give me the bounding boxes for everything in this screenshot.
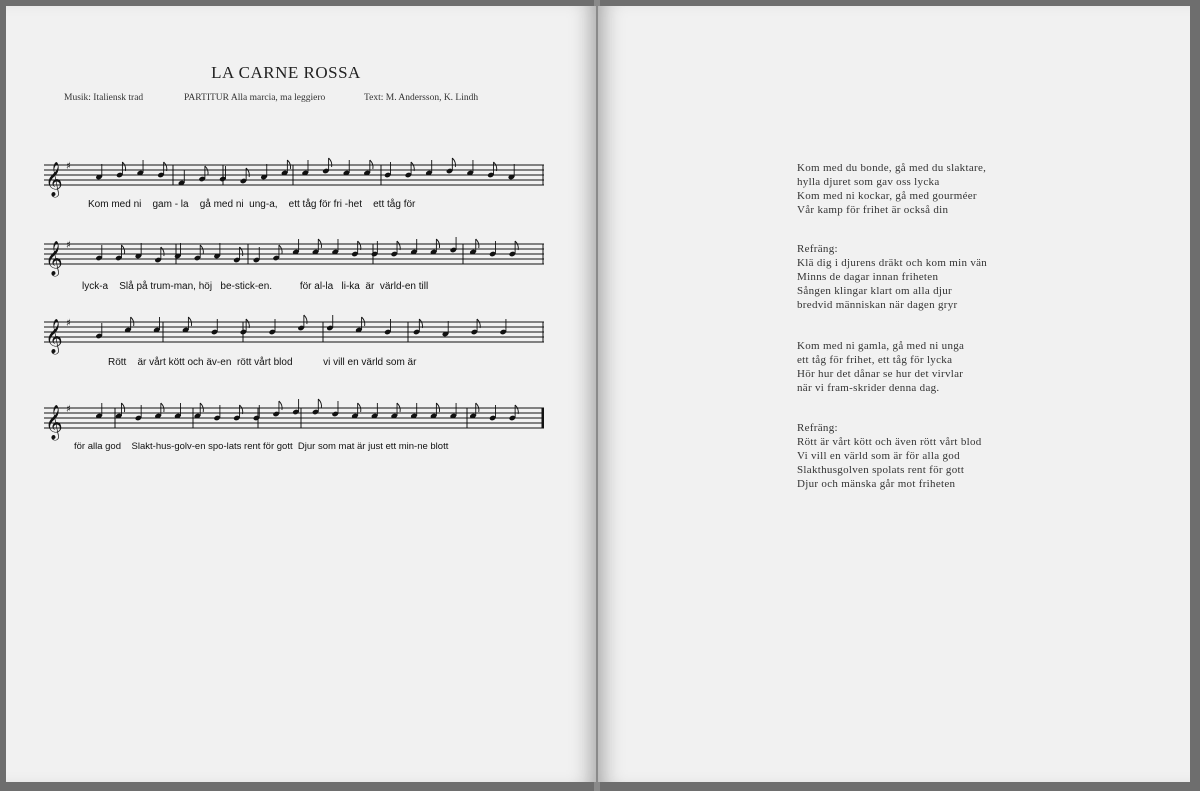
stanza-line: Slakthusgolven spolats rent för gott [797, 464, 965, 476]
note-flag [304, 315, 307, 324]
note-flag [131, 317, 134, 326]
note-flag [397, 403, 400, 412]
left-page [6, 6, 596, 782]
note-flag [161, 403, 164, 412]
note-flag [318, 399, 321, 408]
staff-notation-svg [44, 398, 544, 446]
note-flag [205, 166, 208, 175]
staff-4-lyrics: för alla god Slakt-hus-golv-en spo-lats rent för gott Djur som mat är just ett min-ne blott [74, 441, 449, 452]
staff-notation-svg [44, 155, 544, 203]
note-flag [436, 403, 439, 412]
stanza-2-refrain [797, 242, 987, 312]
stanza-line: hylla djuret som gav oss lycka [797, 176, 940, 188]
staff-1-lyrics: Kom med ni gam - la gå med ni ung-a, ett tåg för fri -het ett tåg för [88, 199, 416, 210]
stanza-line: ett tåg för frihet, ett tåg för lycka [797, 354, 953, 366]
stanza-line: Vi vill en värld som är för alla god [797, 450, 960, 462]
note-flag [362, 317, 365, 326]
note-flag [358, 403, 361, 412]
stanza-line: Minns de dagar innan friheten [797, 271, 939, 283]
note-flag [476, 239, 479, 248]
credit-text: Text: M. Andersson, K. Lindh [364, 93, 479, 103]
music-staff-4 [44, 398, 544, 446]
music-staff-3 [44, 312, 544, 360]
staff-3-lyrics: Rött är vårt kött och äv-en rött vårt blod vi vill en värld som är [108, 357, 417, 368]
sharp-icon: ♯ [66, 404, 71, 415]
note-flag [200, 403, 203, 412]
note-flag [287, 160, 290, 169]
note-flag [188, 317, 191, 326]
stanza-3 [797, 339, 964, 395]
note-flag [476, 403, 479, 412]
note-flag [370, 160, 373, 169]
stanza-1 [797, 161, 986, 217]
note-flag [246, 168, 249, 177]
music-staff-1 [44, 155, 544, 203]
note-flag [161, 247, 164, 256]
note-flag [452, 158, 455, 167]
stanza-line: Sången klingar klart om alla djur [797, 285, 952, 297]
note-flag [279, 245, 282, 254]
sharp-icon: ♯ [66, 318, 71, 329]
note-flag [318, 239, 321, 248]
sharp-icon: ♯ [66, 161, 71, 172]
stanza-line: Refräng: [797, 422, 838, 434]
stanza-4-refrain [797, 421, 982, 491]
note-flag [279, 401, 282, 410]
stanza-line: Kom med ni gamla, gå med ni unga [797, 340, 965, 352]
stanza-line: när vi fram-skrider denna dag. [797, 382, 940, 394]
stanza-line: Kom med ni kockar, gå med gourméer [797, 190, 977, 202]
note-flag [121, 403, 124, 412]
stanza-line: Hör hur det dånar se hur det virvlar [797, 368, 964, 380]
music-staff-2 [44, 234, 544, 282]
treble-clef-icon: 𝄞 [45, 319, 63, 354]
stanza-line: Refräng: [797, 243, 838, 255]
note-flag [200, 245, 203, 254]
stanza-line: Kom med du bonde, gå med du slaktare, [797, 162, 987, 174]
stanza-line: Klä dig i djurens dräkt och kom min vän [797, 257, 988, 269]
stanza-line: Vår kamp för frihet är också din [797, 204, 949, 216]
sharp-icon: ♯ [66, 240, 71, 251]
note-flag [240, 247, 243, 256]
note-flag [121, 245, 124, 254]
credit-music: Musik: Italiensk trad [64, 93, 144, 103]
treble-clef-icon: 𝄞 [45, 162, 63, 197]
staff-2-lyrics: lyck-a Slå på trum-man, höj be-stick-en. för al-la li-ka är värld-en till [82, 281, 429, 292]
note-flag [329, 158, 332, 167]
treble-clef-icon: 𝄞 [45, 241, 63, 276]
note-flag [436, 239, 439, 248]
credit-partitur: PARTITUR Alla marcia, ma leggiero [184, 93, 326, 103]
treble-clef-icon: 𝄞 [45, 405, 63, 440]
stanza-line: bredvid människan när dagen gryr [797, 299, 958, 311]
stanza-line: Rött är vårt kött och även rött vårt blod [797, 436, 982, 448]
staff-notation-svg [44, 312, 544, 360]
song-title: LA CARNE ROSSA [211, 63, 361, 82]
staff-notation-svg [44, 234, 544, 282]
stanza-line: Djur och mänska går mot friheten [797, 478, 956, 490]
